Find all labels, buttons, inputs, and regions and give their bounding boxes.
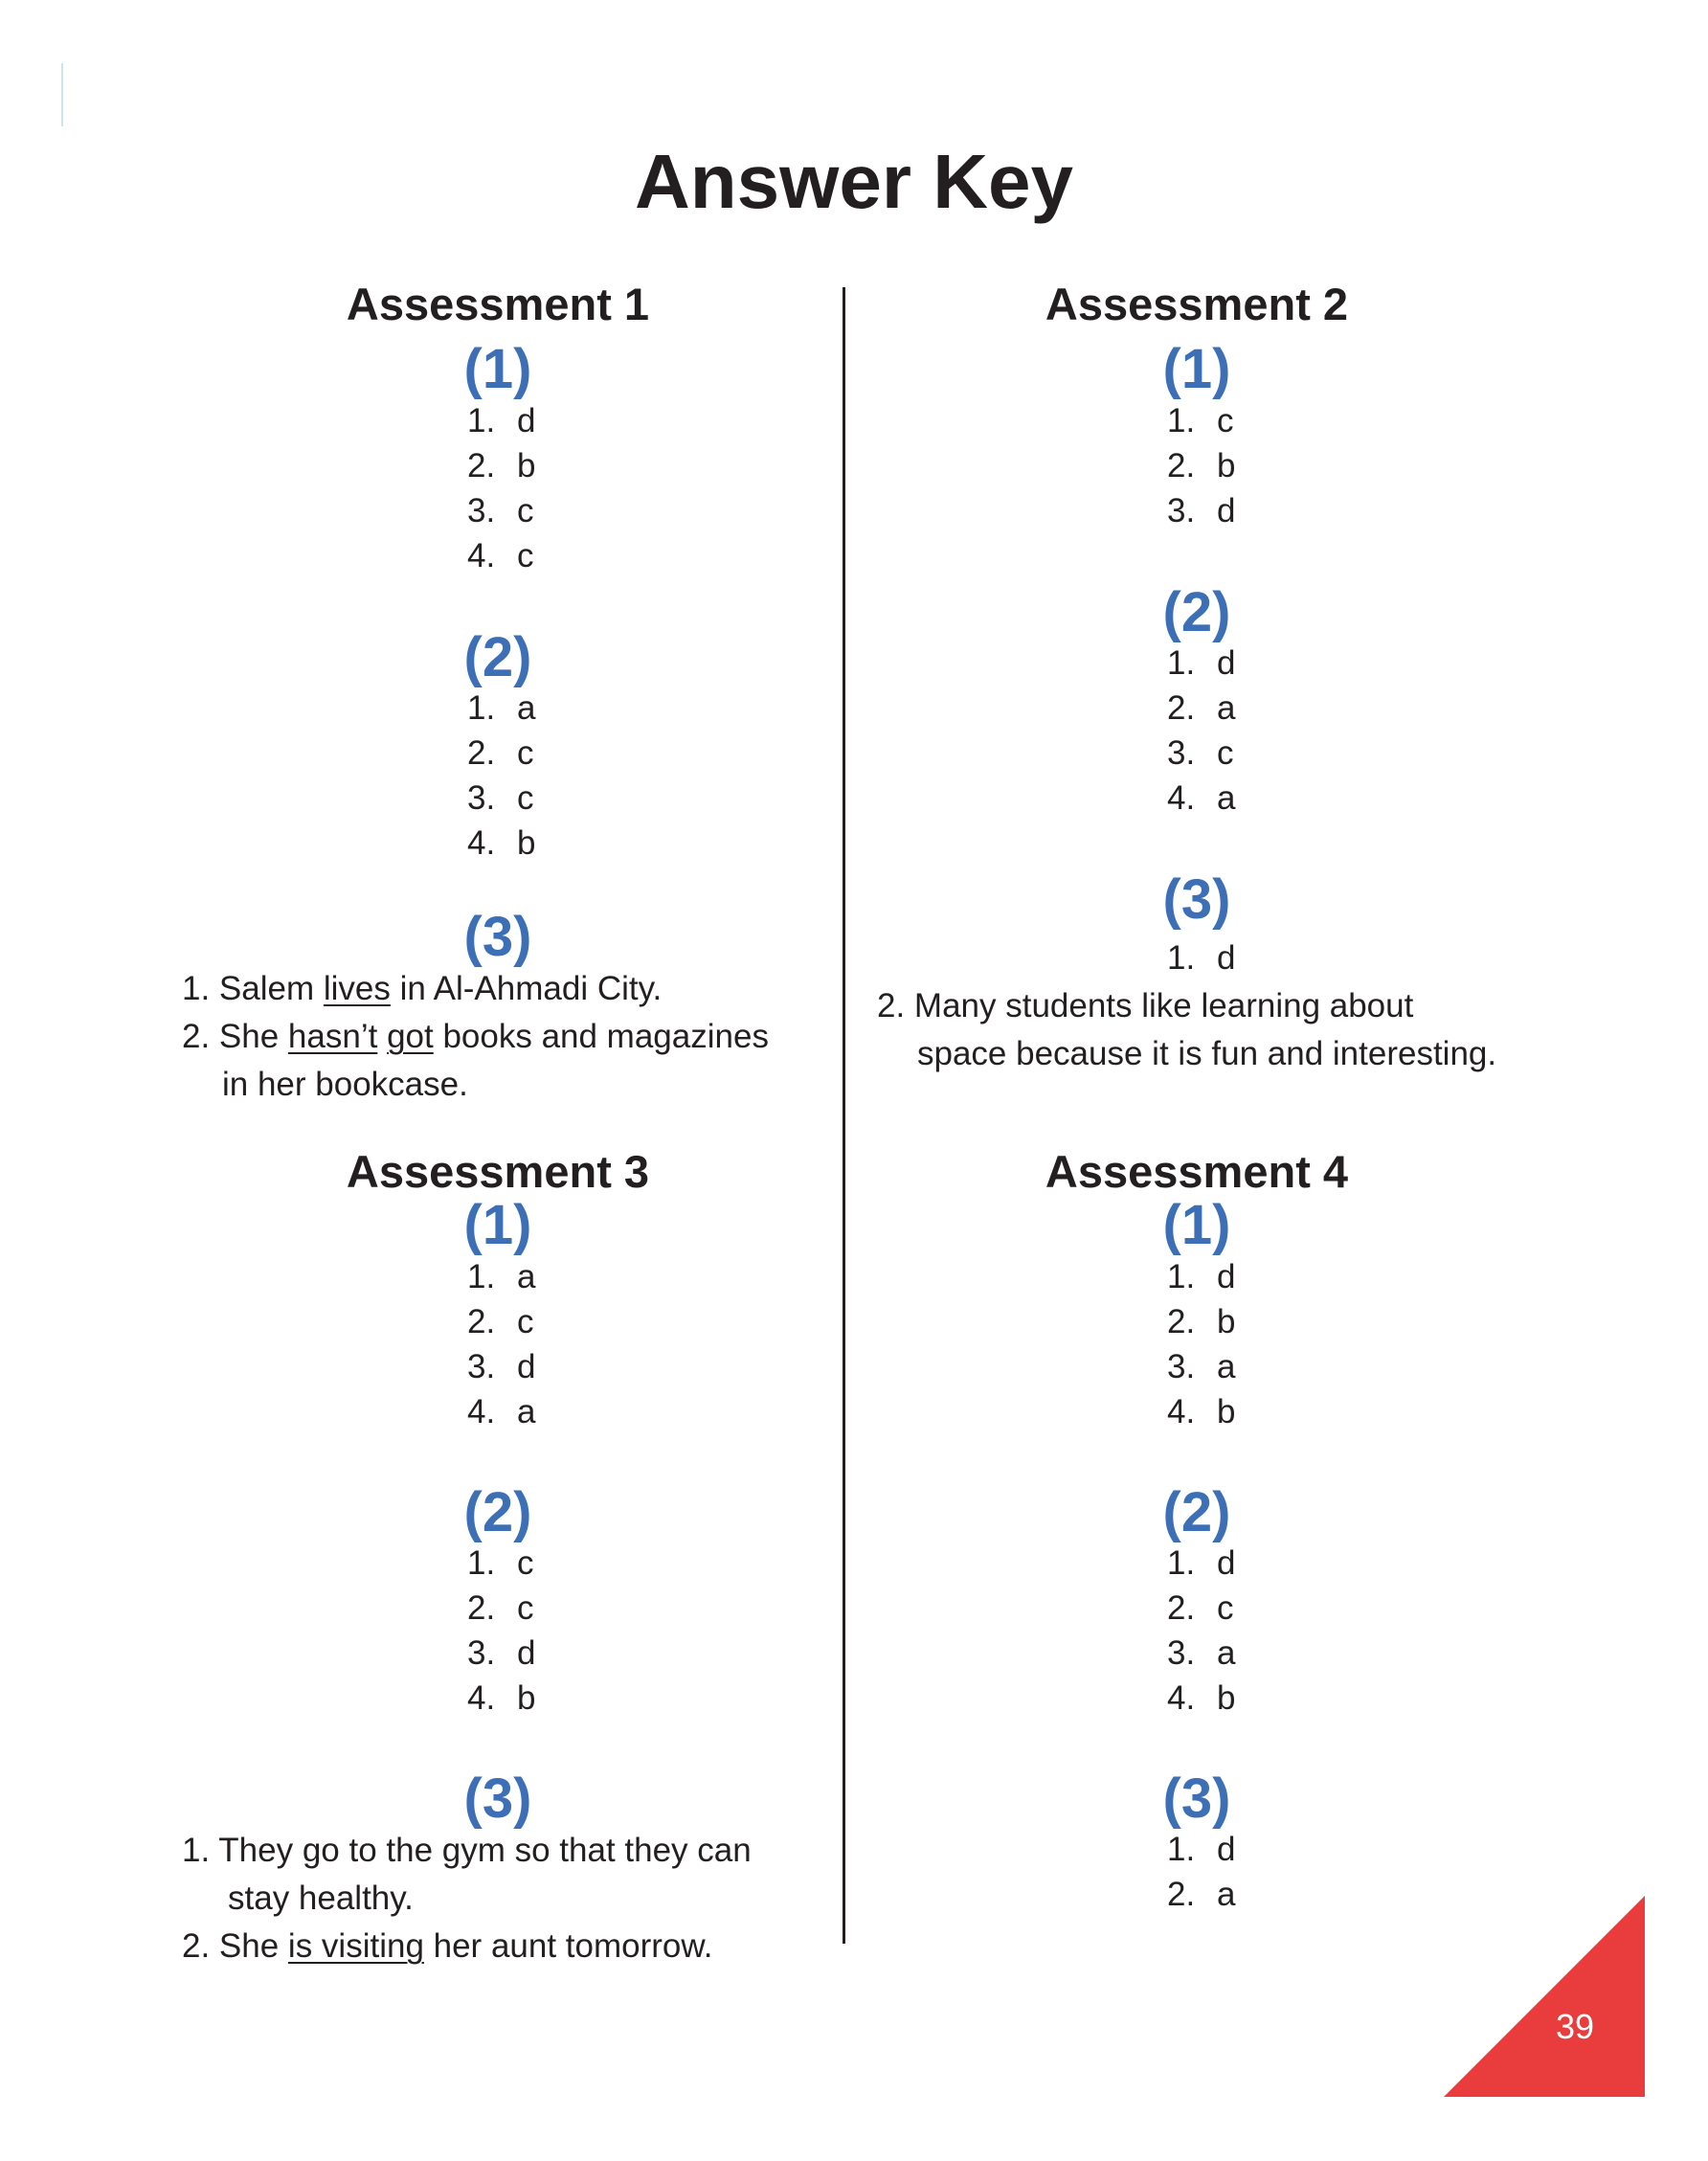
answer-item <box>1167 1389 1235 1434</box>
answer-item <box>467 776 535 821</box>
a3-section-2-answers <box>467 1541 535 1721</box>
answer-item <box>467 821 535 866</box>
corner-triangle-shape <box>1444 1896 1645 2097</box>
answer-item <box>1167 1586 1235 1631</box>
answer-letter: a <box>1217 1876 1236 1913</box>
answer-item <box>467 1299 535 1344</box>
a2-sentence-2-continued: space because it is fun and interesting. <box>917 1035 1497 1072</box>
answer-letter: c <box>1217 402 1234 439</box>
answer-letter: c <box>517 537 534 574</box>
a2-section-3-answers <box>1167 935 1235 980</box>
answer-number: 3. <box>1167 734 1196 772</box>
answer-number: 1. <box>1167 644 1196 682</box>
answer-item <box>1167 731 1235 776</box>
answer-number: 3. <box>1167 1348 1196 1385</box>
answer-item <box>467 533 535 578</box>
answer-letter: d <box>1217 492 1236 529</box>
answer-letter: c <box>517 1589 534 1627</box>
answer-letter: d <box>517 1634 536 1672</box>
answer-number: 2. <box>467 1303 496 1340</box>
answer-item <box>467 488 535 533</box>
answer-number: 3. <box>1167 492 1196 529</box>
answer-item <box>467 443 535 488</box>
a3-section-3-sentences <box>182 1827 752 1970</box>
answer-letter: d <box>1217 939 1236 977</box>
answer-letter: c <box>517 1303 534 1340</box>
answer-item <box>1167 443 1235 488</box>
a2-section-1-label: (1) <box>1162 338 1231 400</box>
a2-section-1-answers <box>1167 398 1235 533</box>
answer-item <box>1167 935 1235 980</box>
answer-letter: a <box>1217 1634 1236 1672</box>
a3-section-2-label: (2) <box>463 1481 532 1543</box>
answer-number: 2. <box>467 447 496 484</box>
answer-number: 2. <box>1167 689 1196 727</box>
answer-number: 1. <box>1167 1258 1196 1295</box>
answer-item <box>467 1344 535 1389</box>
answer-letter: a <box>517 1393 536 1430</box>
answer-letter: a <box>1217 689 1236 727</box>
a2-section-2-label: (2) <box>1162 581 1231 643</box>
answer-item <box>467 1254 535 1299</box>
answer-number: 3. <box>467 1348 496 1385</box>
answer-item <box>1167 1541 1235 1586</box>
assessment-1-heading: Assessment 1 <box>346 279 650 329</box>
answer-item <box>467 686 535 731</box>
page-title: Answer Key <box>635 139 1073 224</box>
underlined-word: lives <box>323 970 391 1007</box>
answer-letter: c <box>1217 734 1234 772</box>
a1-section-3-sentences <box>182 965 769 1109</box>
answer-letter: c <box>517 779 534 817</box>
answer-number: 1. <box>467 1258 496 1295</box>
assessment-3-heading: Assessment 3 <box>346 1146 650 1197</box>
a3-sentence-1: 1. They go to the gym so that they can <box>182 1832 752 1869</box>
answer-number: 2. <box>1167 447 1196 484</box>
answer-letter: b <box>1217 1679 1236 1717</box>
answer-item <box>1167 488 1235 533</box>
a4-section-2-label: (2) <box>1162 1481 1231 1543</box>
a4-section-2-answers <box>1167 1541 1235 1721</box>
a4-section-3-label: (3) <box>1162 1767 1231 1830</box>
answer-number: 4. <box>467 537 496 574</box>
answer-letter: a <box>517 689 536 727</box>
answer-item <box>1167 1676 1235 1721</box>
answer-letter: b <box>1217 447 1236 484</box>
answer-number: 3. <box>467 1634 496 1672</box>
a1-section-2-answers <box>467 686 535 866</box>
answer-number: 3. <box>467 492 496 529</box>
answer-item <box>1167 1631 1235 1676</box>
answer-item <box>467 398 535 443</box>
a2-section-3-sentences <box>877 982 1496 1078</box>
answer-letter: b <box>1217 1393 1236 1430</box>
answer-number: 3. <box>1167 1634 1196 1672</box>
answer-letter: b <box>517 824 536 862</box>
a3-section-3-label: (3) <box>463 1767 532 1830</box>
answer-item <box>1167 1299 1235 1344</box>
assessment-2-heading: Assessment 2 <box>1045 279 1349 329</box>
answer-number: 1. <box>467 402 496 439</box>
a2-section-3-label: (3) <box>1162 868 1231 931</box>
answer-number: 4. <box>467 824 496 862</box>
answer-item <box>467 1541 535 1586</box>
a3-sentence-1-continued: stay healthy. <box>228 1880 414 1917</box>
answer-number: 2. <box>1167 1876 1196 1913</box>
answer-item <box>467 1389 535 1434</box>
a1-section-2-label: (2) <box>463 626 532 688</box>
answer-letter: c <box>517 492 534 529</box>
answer-letter: b <box>1217 1303 1236 1340</box>
answer-item <box>467 1586 535 1631</box>
answer-letter: a <box>1217 779 1236 817</box>
a3-section-1-label: (1) <box>463 1194 532 1256</box>
margin-mark <box>61 63 63 126</box>
answer-letter: c <box>517 1544 534 1582</box>
answer-number: 1. <box>1167 402 1196 439</box>
a2-section-2-answers <box>1167 641 1235 821</box>
answer-number: 4. <box>1167 1393 1196 1430</box>
answer-number: 4. <box>1167 1679 1196 1717</box>
answer-letter: c <box>1217 1589 1234 1627</box>
answer-number: 4. <box>467 1393 496 1430</box>
answer-item <box>1167 1827 1235 1872</box>
answer-letter: a <box>517 1258 536 1295</box>
a3-section-1-answers <box>467 1254 535 1434</box>
answer-item <box>1167 1254 1235 1299</box>
answer-letter: d <box>517 1348 536 1385</box>
answer-letter: a <box>1217 1348 1236 1385</box>
underlined-word: is visiting <box>287 1927 424 1965</box>
answer-item <box>467 731 535 776</box>
answer-number: 4. <box>1167 779 1196 817</box>
answer-letter: d <box>1217 1258 1236 1295</box>
answer-letter: d <box>1217 1544 1236 1582</box>
answer-item <box>1167 1344 1235 1389</box>
a2-sentence-2: 2. Many students like learning about <box>877 987 1414 1024</box>
answer-letter: b <box>517 447 536 484</box>
answer-item <box>467 1631 535 1676</box>
a1-section-1-label: (1) <box>463 338 532 400</box>
answer-item <box>1167 776 1235 821</box>
a4-section-1-label: (1) <box>1162 1194 1231 1256</box>
answer-letter: c <box>517 734 534 772</box>
answer-number: 2. <box>467 1589 496 1627</box>
answer-number: 1. <box>1167 939 1196 977</box>
answer-number: 2. <box>1167 1303 1196 1340</box>
a1-section-3-label: (3) <box>463 906 532 968</box>
column-divider <box>843 287 845 1944</box>
answer-number: 4. <box>467 1679 496 1717</box>
answer-number: 2. <box>467 734 496 772</box>
answer-letter: d <box>517 402 536 439</box>
answer-item <box>1167 1872 1235 1917</box>
a1-section-1-answers <box>467 398 535 578</box>
a1-sentence-2: 2. She hasn’t got books and magazines <box>182 1018 769 1055</box>
answer-letter: d <box>1217 644 1236 682</box>
answer-number: 1. <box>467 689 496 727</box>
answer-number: 1. <box>1167 1544 1196 1582</box>
a1-sentence-2-continued: in her bookcase. <box>222 1066 468 1103</box>
page-number: 39 <box>1555 2007 1595 2046</box>
underlined-word: hasn’t <box>287 1018 378 1055</box>
underlined-word: got <box>387 1018 434 1055</box>
answer-item <box>467 1676 535 1721</box>
answer-item <box>1167 641 1235 686</box>
answer-letter: d <box>1217 1831 1236 1868</box>
a4-section-1-answers <box>1167 1254 1235 1434</box>
answer-item <box>1167 398 1235 443</box>
a1-sentence-1: 1. Salem lives in Al-Ahmadi City. <box>182 970 663 1007</box>
page-corner-triangle <box>1444 1896 1645 2097</box>
a3-sentence-2: 2. She is visiting her aunt tomorrow. <box>182 1927 713 1965</box>
answer-item <box>1167 686 1235 731</box>
answer-number: 3. <box>467 779 496 817</box>
a4-section-3-answers <box>1167 1827 1235 1917</box>
assessment-4-heading: Assessment 4 <box>1045 1146 1349 1197</box>
answer-number: 1. <box>1167 1831 1196 1868</box>
answer-number: 2. <box>1167 1589 1196 1627</box>
answer-number: 1. <box>467 1544 496 1582</box>
answer-letter: b <box>517 1679 536 1717</box>
